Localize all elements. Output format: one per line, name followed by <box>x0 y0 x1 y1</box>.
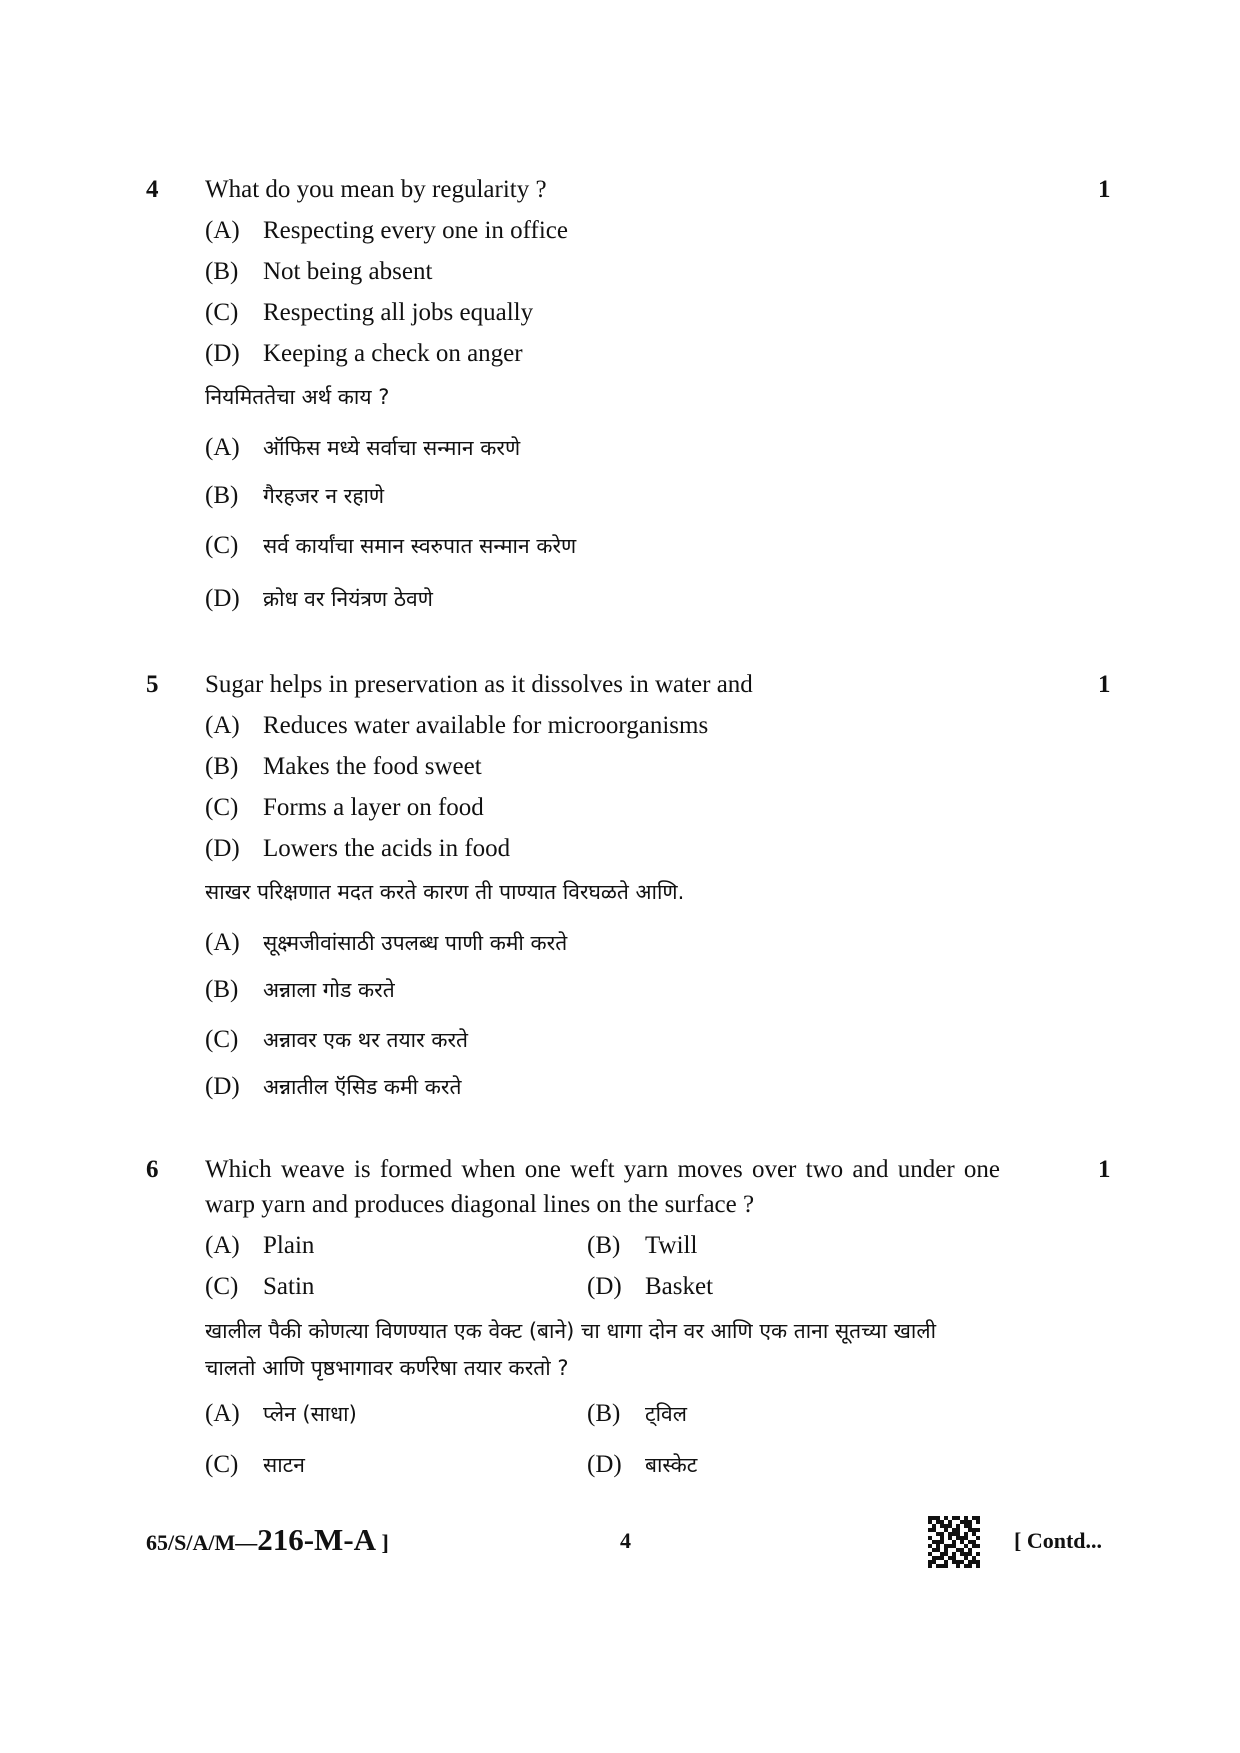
option-a-en: (A) Reduces water available for microorganisms <box>205 712 709 739</box>
paper-code: 65/S/A/M—216-M-A ] <box>146 1522 389 1557</box>
question-text-en-line-2: warp yarn and produces diagonal lines on the surface ? <box>205 1191 755 1218</box>
option-c-en: (C) Satin <box>205 1273 315 1300</box>
question-text-mr-line-2: चालतो आणि पृष्ठभागावर कर्णरेषा तयार करतो ? <box>205 1356 569 1380</box>
page-number: 4 <box>620 1528 631 1553</box>
option-d-en: (D) Basket <box>587 1273 714 1300</box>
question-marks: 1 <box>1098 671 1111 698</box>
question-text-mr: साखर परिक्षणात मदत करते कारण ती पाण्यात विरघळते आणि. <box>205 880 685 904</box>
option-a-mr: (A) ऑफिस मध्ये सर्वाचा सन्मान करणे <box>205 434 521 461</box>
option-a-en: (A) Plain <box>205 1232 315 1259</box>
option-b-mr: (B) अन्नाला गोड करते <box>205 976 395 1003</box>
question-number: 6 <box>146 1156 159 1183</box>
option-d-en: (D) Lowers the acids in food <box>205 835 511 862</box>
option-d-mr: (D) अन्नातील ऍसिड कमी करते <box>205 1073 462 1100</box>
question-text-en: Sugar helps in preservation as it dissolves in water and <box>205 671 753 698</box>
option-b-en: (B) Not being absent <box>205 258 433 285</box>
option-c-mr: (C) अन्नावर एक थर तयार करते <box>205 1026 469 1053</box>
question-text-mr-line-1: खालील पैकी कोणत्या विणण्यात एक वेक्ट (बाने) चा धागा दोन वर आणि एक ताना सूतच्या खाली <box>205 1319 937 1343</box>
question-text-en: What do you mean by regularity ? <box>205 176 547 203</box>
option-d-mr: (D) क्रोध वर नियंत्रण ठेवणे <box>205 585 433 612</box>
option-b-en: (B) Makes the food sweet <box>205 753 482 780</box>
option-d-mr: (D) बास्केट <box>587 1451 698 1478</box>
option-c-mr: (C) सर्व कार्यांचा समान स्वरुपात सन्मान करेण <box>205 532 577 559</box>
question-number: 5 <box>146 671 159 698</box>
option-a-en: (A) Respecting every one in office <box>205 217 568 244</box>
question-text-mr: नियमिततेचा अर्थ काय ? <box>205 385 390 409</box>
question-marks: 1 <box>1098 1156 1111 1183</box>
option-a-mr: (A) सूक्ष्मजीवांसाठी उपलब्ध पाणी कमी करते <box>205 929 568 956</box>
option-d-en: (D) Keeping a check on anger <box>205 340 523 367</box>
option-b-en: (B) Twill <box>587 1232 698 1259</box>
option-a-mr: (A) प्लेन (साधा) <box>205 1400 357 1427</box>
question-number: 4 <box>146 176 159 203</box>
qr-code-icon <box>928 1516 980 1568</box>
option-c-en: (C) Respecting all jobs equally <box>205 299 534 326</box>
option-b-mr: (B) ट्विल <box>587 1400 687 1427</box>
option-c-mr: (C) साटन <box>205 1451 305 1478</box>
question-marks: 1 <box>1098 176 1111 203</box>
option-c-en: (C) Forms a layer on food <box>205 794 484 821</box>
continued-label: [ Contd... <box>1014 1528 1103 1553</box>
option-b-mr: (B) गैरहजर न रहाणे <box>205 482 385 509</box>
question-text-en-line-1: Which weave is formed when one weft yarn moves over two and under one <box>205 1156 1000 1183</box>
